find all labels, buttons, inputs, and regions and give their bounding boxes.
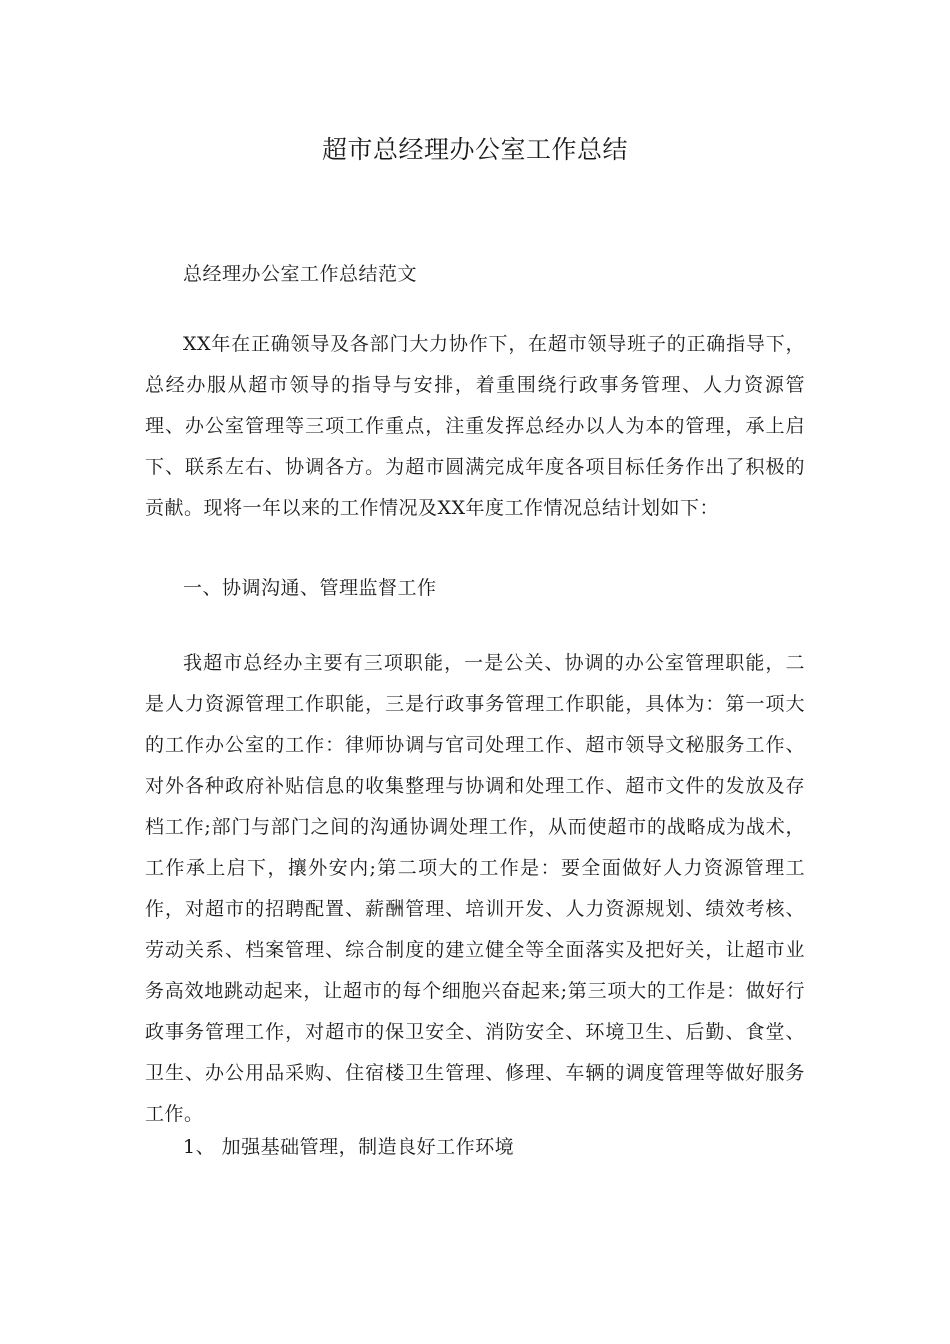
document-subtitle: 总经理办公室工作总结范文 — [183, 263, 418, 285]
section-body-paragraph: 我超市总经办主要有三项职能，一是公关、协调的办公室管理职能，二是人力资源管理工作职能，三是行政事务管理工作职能，具体为：第一项大的工作办公室的工作：律师协调与官司处理工作、超市领导文秘服务工作、对外各种政府补贴信息的收集整理与协调和处理工作、超市文件的发放及存档工作;部门与部门之间的沟通协调处理工作，从而使超市的战略成为战术，工作承上启下，攘外安内;第二项大的工作是：要全面做好人力资源管理工作，对超市的招聘配置、薪酬管理、培训开发、人力资源规划、绩效考核、劳动关系、档案管理、综合制度的建立健全等全面落实及把好关，让超市业务高效地跳动起来，让超市的每个细胞兴奋起来;第三项大的工作是：做好行政事务管理工作，对超市的保卫安全、消防安全、环境卫生、后勤、食堂、卫生、办公用品采购、住宿楼卫生管理、修理、车辆的调度管理等做好服务工作。 — [145, 652, 805, 1125]
document-title: 超市总经理办公室工作总结 — [321, 135, 628, 164]
section-heading: 一、协调沟通、管理监督工作 — [183, 577, 437, 599]
subsection-heading: 1、 加强基础管理，制造良好工作环境 — [183, 1136, 515, 1158]
intro-paragraph: XX年在正确领导及各部门大力协作下，在超市领导班子的正确指导下，总经办服从超市领导的指导与安排，着重围绕行政事务管理、人力资源管理、办公室管理等三项工作重点，注重发挥总经办以人为本的管理，承上启下、联系左右、协调各方。为超市圆满完成年度各项目标任务作出了积极的贡献。现将一年以来的工作情况及XX年度工作情况总结计划如下： — [145, 333, 805, 519]
